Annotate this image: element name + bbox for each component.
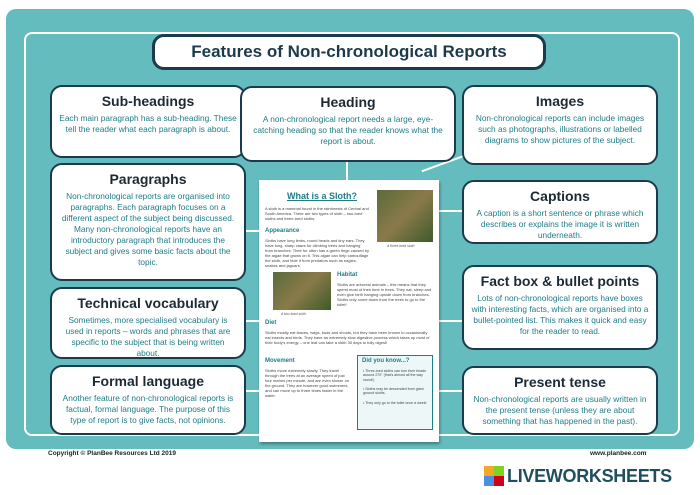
fact-bullet-3: • They only go to the toilet once a week!	[363, 401, 427, 405]
appearance-heading: Appearance	[265, 228, 300, 234]
page-title: Features of Non-chronological Reports	[152, 34, 546, 70]
fact-box-title: Did you know...?	[362, 358, 410, 364]
heading-text: A non-chronological report needs a large, eye-catching heading so that the reader knows what the report is about.	[253, 114, 443, 146]
captions-text: A caption is a short sentence or phrase which describes or explains the image it is written underneath.	[476, 208, 644, 240]
present-tense-box	[462, 366, 658, 435]
present-heading: Present tense	[514, 374, 606, 390]
formal-language-box	[50, 365, 246, 435]
heading-heading: Heading	[320, 94, 376, 110]
sloth-photo-2	[273, 272, 331, 310]
fact-box-box	[462, 265, 658, 350]
captions-box	[462, 180, 658, 244]
paragraphs-box	[50, 163, 246, 281]
connector-present	[438, 390, 462, 392]
paragraphs-text: Non-chronological reports are organised into paragraphs. Each paragraph focuses on a different aspect of the subject being discussed. Many non-chronological reports have an introductory paragraph that introduces the subject and gives some basic facts about the topic.	[61, 191, 235, 267]
habitat-heading: Habitat	[337, 272, 358, 278]
movement-heading: Movement	[265, 358, 295, 364]
appearance-text: Sloths have long limbs, round heads and tiny ears. They have long, sharp claws for climbing trees and hanging from branches. Their fur often has a green tinge caused by the algae that grows on it. This algae can help camouflage the sloth, and hide it from predators such as eagles, snakes and jaguars.	[265, 238, 369, 268]
formal-heading: Formal language	[91, 373, 205, 389]
photo2-caption: A two-toed sloth	[281, 312, 306, 316]
example-intro: A sloth is a mammal found in the rainforests of Central and South America. There are two types of sloth – two-toed sloths and three-toed sloths.	[265, 206, 369, 221]
fact-text-3: They only go to the toilet once a week!	[365, 401, 427, 405]
example-title: What is a Sloth?	[287, 191, 358, 201]
habitat-text: Sloths are arboreal animals – this means that they spend most of their time in trees. They eat, sleep and even give birth hanging upside down from branches. Sloths only come down from the trees to go to the toilet!	[337, 282, 432, 307]
sloth-photo-1	[377, 190, 433, 242]
formal-text: Another feature of non-chronological reports is factual, formal language. The purpose of this type of report is to give facts, not opinions.	[62, 393, 234, 425]
liveworksheets-wordmark: LIVEWORKSHEETS	[507, 465, 672, 486]
copyright-text: Copyright © PlanBee Resources Ltd 2019	[48, 450, 176, 457]
website-text: www.planbee.com	[590, 450, 647, 457]
technical-text: Sometimes, more specialised vocabulary is used in reports – words and phrases that are specific to the subject that is being written about.	[65, 315, 231, 358]
connector-factbox	[438, 320, 462, 322]
technical-heading: Technical vocabulary	[77, 295, 219, 311]
present-text: Non-chronological reports are usually written in the present tense (unless they are about something that has happened in the past).	[473, 394, 647, 426]
fact-text-1: Three-toed sloths can turn their heads around 270° (that's almost all the way round!)	[363, 369, 426, 382]
fact-bullet-1: • Three-toed sloths can turn their heads around 270° (that's almost all the way round!)	[363, 369, 426, 382]
fact-text-2: Sloths may be descended from giant ground sloths.	[363, 387, 424, 396]
photo1-caption: A three-toed sloth	[387, 244, 415, 248]
diet-text: Sloths mostly eat leaves, twigs, buds and shoots, but they have been known to occasionally eat insects and birds. They have an extremely slow digestive process which takes up most of their body's energy – one leaf can take a sloth 30 days to fully digest!	[265, 330, 430, 345]
heading-box	[240, 86, 456, 162]
factbox-text: Lots of non-chronological reports have boxes with interesting facts, which are organised into a bullet-pointed list. This makes it quick and easy for the reader to read.	[471, 293, 649, 336]
captions-heading: Captions	[530, 188, 590, 204]
images-heading: Images	[535, 93, 585, 109]
factbox-heading: Fact box & bullet points	[480, 273, 640, 289]
diet-heading: Diet	[265, 320, 277, 326]
subheadings-text: Each main paragraph has a sub-heading. These tell the reader what each paragraph is about.	[59, 113, 237, 134]
movement-text: Sloths move extremely slowly. They travel through the trees at an average speed of just four metres per minute, and are even slower on the ground. They are however good swimmers, and can move up to three times faster in the water.	[265, 368, 350, 398]
images-text: Non-chronological reports can include images such as photographs, illustrations or labelled diagrams to show pictures of the subject.	[475, 113, 645, 145]
did-you-know-box	[357, 355, 433, 430]
subheadings-heading: Sub-headings	[101, 93, 195, 109]
images-box	[462, 85, 658, 165]
technical-vocabulary-box	[50, 287, 246, 359]
liveworksheets-icon	[484, 466, 504, 486]
example-report-page	[259, 180, 439, 442]
fact-bullet-2: • Sloths may be descended from giant ground sloths.	[363, 387, 424, 396]
liveworksheets-logo	[484, 465, 672, 487]
paragraphs-heading: Paragraphs	[109, 171, 187, 187]
connector-captions	[438, 210, 462, 212]
subheadings-box	[50, 85, 246, 158]
